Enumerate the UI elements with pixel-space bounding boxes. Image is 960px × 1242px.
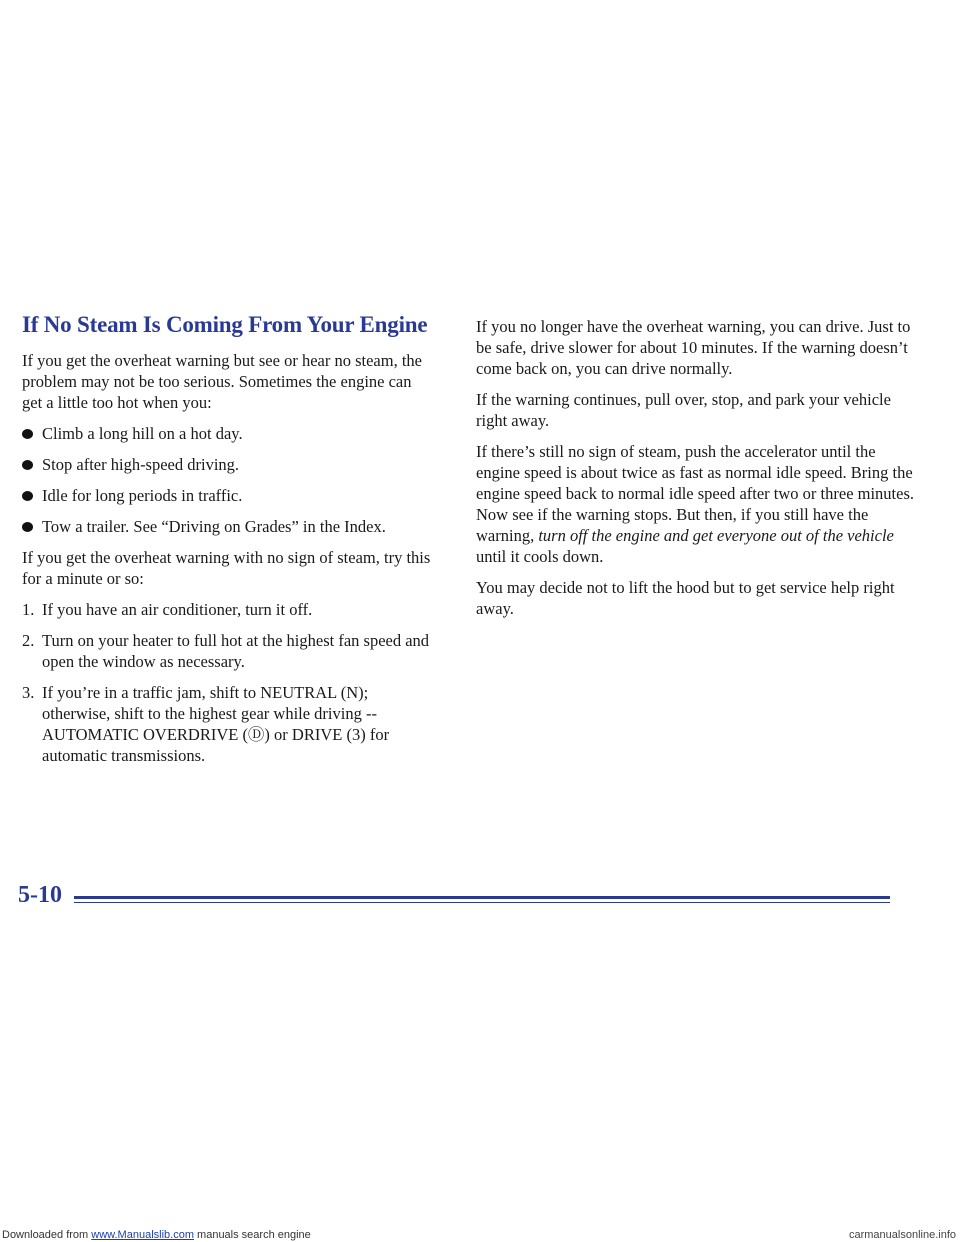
bullet-icon [22,491,33,501]
section-heading: If No Steam Is Coming From Your Engine [22,312,428,337]
list-item: Climb a long hill on a hot day. [22,423,434,444]
bullet-icon [22,429,33,439]
left-column [0,312,434,776]
footer-rule-thin [74,902,890,903]
right-column [476,316,916,629]
manualslib-link[interactable]: www.Manualslib.com [91,1229,194,1241]
bullet-icon [22,460,33,470]
step-item: 3. If you’re in a traffic jam, shift to NEUTRAL (N); otherwise, shift to the highest gear while driving -- AUTOMATIC OVERDRIVE (Ⓓ) or DRIVE (3) for automatic transmissions. [22,683,390,765]
steps-list [22,599,434,766]
step-item: 1. If you have an air conditioner, turn it off. [22,600,313,619]
conditions-list [22,423,434,537]
paragraph-no-warning: If you no longer have the overheat warning, you can drive. Just to be safe, drive slower for about 10 minutes. If the warning doesn’t come back on, you can drive normally. [476,317,911,378]
intro-paragraph: If you get the overheat warning but see or hear no steam, the problem may not be too serious. Sometimes the engine can get a little too hot when you: [22,351,422,412]
list-item: Idle for long periods in traffic. [22,485,434,506]
italic-instruction: turn off the engine and get everyone out of the vehicle [538,526,894,545]
footer-rule [74,896,890,899]
page-footer [18,882,890,912]
list-item: Stop after high-speed driving. [22,454,434,475]
download-bar: Downloaded from www.Manualslib.com manuals search engine carmanualsonline.info [2,1229,956,1241]
bullet-icon [22,522,33,532]
list-item: Tow a trailer. See “Driving on Grades” in the Index. [22,516,434,537]
paragraph-no-steam: If there’s still no sign of steam, push the accelerator until the engine speed is about twice as fast as normal idle speed. Bring the engine speed back to normal idle speed after two or three minutes. Now see if the warning stops. But then, if you still have the warning, turn off the engine and get everyone out of the vehicle until it cools down. [476,442,915,566]
watermark-text: carmanualsonline.info [848,1229,956,1241]
try-paragraph: If you get the overheat warning with no sign of steam, try this for a minute or so: [22,548,431,588]
step-item: 2. Turn on your heater to full hot at the highest fan speed and open the window as necessary. [22,631,430,671]
paragraph-warning-continues: If the warning continues, pull over, stop, and park your vehicle right away. [476,390,891,430]
paragraph-service: You may decide not to lift the hood but to get service help right away. [476,578,895,618]
page-number: 5-10 [18,882,62,908]
